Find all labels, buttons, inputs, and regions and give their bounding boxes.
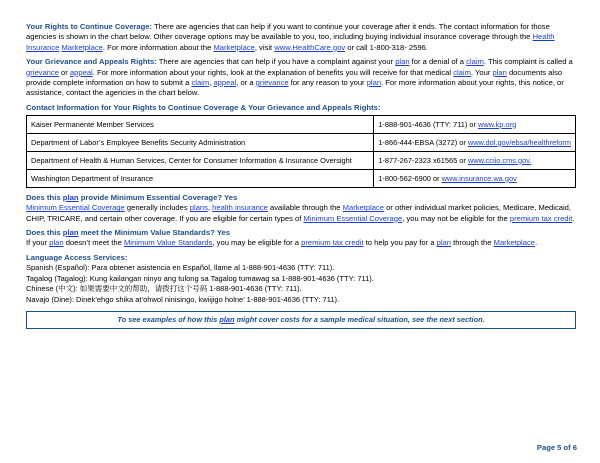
marketplace-link[interactable]: Marketplace [342,203,385,213]
table-row [27,133,576,151]
contact-link[interactable]: www.cciio.cms.gov. [467,155,532,165]
language-line: Tagalog (Tagalog): Kung kailangan ninyo ang tulong sa Tagalog tumawag sa 1-888-901-4636 (TTY: 711). [26,273,374,283]
content [26,22,576,329]
contact-name: Washington Department of Insurance [27,169,374,187]
appeal-link-2[interactable]: appeal [213,78,237,88]
table-row [27,169,576,187]
plan-link-3[interactable]: plan [436,238,451,248]
contact-info: 1-800-562-6900 or www.insurance.wa.gov [374,169,576,187]
grievance-link-2[interactable]: grievance [255,78,289,88]
claim-link[interactable]: claim [466,57,484,67]
language-access [26,253,576,305]
minimum-value-standards: Does this plan meet the Minimum Value Standards? Yes If your plan doesn’t meet the Minimum Value Standards, you may be eligible for a premium tax credit to help you pay for a plan through the Marketplace. [26,228,576,249]
language-title: Language Access Services: [26,252,128,262]
mec-link-2[interactable]: Minimum Essential Coverage [303,213,403,223]
page-number: Page 5 of 6 [536,443,577,452]
health-insurance-link[interactable]: health insurance [212,203,268,213]
claim-link-3[interactable]: claim [191,78,210,88]
language-line: Chinese (中文): 如果需要中文的帮助，请拨打这个号码 1-888-901-4636 (TTY: 711). [26,284,302,294]
contact-link[interactable]: www.dol.gov/ebsa/healthreform [467,137,571,147]
contact-name: Kaiser Permanente Member Services [27,115,374,133]
language-line: Spanish (Español): Para obtener asistencia en Español, llame al 1-888-901-4636 (TTY: 711). [26,263,335,273]
appeal-link[interactable]: appeal [69,67,93,77]
premium-tax-credit-link[interactable]: premium tax credit [509,213,573,223]
plan-link-2[interactable]: plan [49,238,64,248]
plan-link[interactable]: plan [219,314,235,324]
language-line: Navajo (Dine): Dinek’ehgo shika at’ohwol ninisingo, kwiijigo holne’ 1-888-901-4636 (TTY: 711). [26,294,340,304]
plan-link[interactable]: plan [62,192,79,202]
health-insurance-link[interactable]: Health Insurance [26,32,555,52]
contact-link[interactable]: www.insurance.wa.gov [441,173,517,183]
contacts-table [26,115,576,188]
contacts-heading: Contact Information for Your Rights to Continue Coverage & Your Grievance and Appeals Rights: [26,102,381,112]
mec-question: Does this plan provide Minimum Essential Coverage? Yes [26,192,238,202]
premium-tax-credit-link[interactable]: premium tax credit [301,238,364,248]
mvs-question: Does this plan meet the Minimum Value Standards? Yes [26,228,231,238]
contact-info: 1-877-267-2323 x61565 or www.cciio.cms.gov. [374,151,576,169]
table-row [27,151,576,169]
marketplace-link[interactable]: Marketplace [493,238,535,248]
plan-link-3[interactable]: plan [366,78,382,88]
claim-link-2[interactable]: claim [453,67,471,77]
healthcare-gov-link[interactable]: www.HealthCare.gov [274,42,346,52]
plan-link-2[interactable]: plan [492,67,507,77]
table-row [27,115,576,133]
grievance-title: Your Grievance and Appeals Rights: [26,57,157,67]
plan-link[interactable]: plan [62,228,79,238]
contact-link[interactable]: www.kp.org [478,119,517,129]
plans-link[interactable]: plans [189,203,208,213]
contact-info: 1-866-444-EBSA (3272) or www.dol.gov/ebsa/healthreform [374,133,576,151]
contact-name: Department of Labor’s Employee Benefits Security Administration [27,133,374,151]
minimum-essential-coverage: Does this plan provide Minimum Essential Coverage? Yes Minimum Essential Coverage generally includes plans, health insurance available through the Marketplace or other individual market policies, Medicare, Medicaid, CHIP, TRICARE, and certain other coverage. If you are eligible for certain types of Minimum Essential Coverage, you may not be eligible for the premium tax credit. [26,192,575,223]
plan-link[interactable]: plan [395,57,410,67]
rights-title: Your Rights to Continue Coverage: [26,22,153,31]
grievance-link[interactable]: grievance [26,67,59,77]
contact-info: 1-888-901-4636 (TTY: 711) or www.kp.org [374,115,576,133]
mec-link[interactable]: Minimum Essential Coverage [26,203,125,213]
grievance-appeals-rights: Your Grievance and Appeals Rights: There are agencies that can help if you have a complaint against your plan for a denial of a claim. This complaint is called a grievance or appeal. For more information about your rights, look at the explanation of benefits you will receive for that medical claim. Your plan documents also provide complete information on how to submit a claim, appeal, or a grievance for any reason to your plan. For more information about your rights, this notice, or assistance, contact the agencies in the chart below. [26,57,573,98]
next-section-note: To see examples of how this plan might cover costs for a sample medical situation, see the next section. [26,311,576,329]
contact-name: Department of Health & Human Services, Center for Consumer Information & Insurance Oversight [27,151,374,169]
rights-to-continue-coverage: Your Rights to Continue Coverage: There are agencies that can help if you want to continue your coverage after it ends. The contact information for those agencies is shown in the chart below. Other coverage options may be available to you, too, including buying individual insurance coverage through the Health Insurance Marketplace. For more information about the Marketplace, visit www.HealthCare.gov or call 1-800-318- 2596. [26,22,555,52]
marketplace-link[interactable]: Marketplace [61,42,103,52]
mvs-link[interactable]: Minimum Value Standards [123,238,213,248]
marketplace-link-2[interactable]: Marketplace [213,42,255,52]
